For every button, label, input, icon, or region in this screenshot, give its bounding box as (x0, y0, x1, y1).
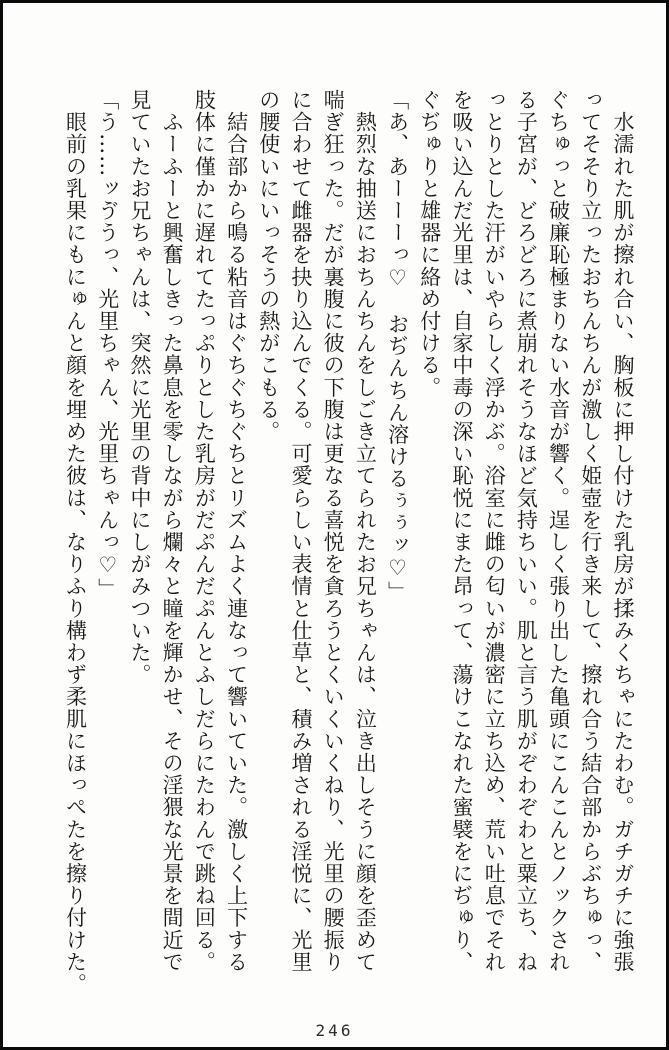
text-line: 水濡れた肌が擦れ合い、胸板に押し付けた乳房が揉みくちゃにたわむ。ガチガチに強張 (611, 89, 635, 973)
text-line: ふーふーと興奮しきった鼻息を零しながら爛々と瞳を輝かせ、その淫猥な光景を間近で (160, 89, 185, 973)
text-line: る子宮が、どろどろに煮崩れそうなほど気持ちいい。肌と言う肌がぞわぞわと粟立ち、ね (514, 89, 539, 973)
text-line: を吸い込んだ光里は、自家中毒の深い恥悦にまた昂って、蕩けこなれた蜜襞をにぢゅり、 (449, 89, 474, 973)
text-line: 「あ、あーーーっ♡ おぢんちん溶けるぅぅッ♡」 (385, 89, 410, 604)
text-line: 眼前の乳果にもにゅんと顔を埋めた彼は、なりふり構わず柔肌にほっぺたを擦り付けた。 (63, 89, 88, 996)
text-line: 熱烈な抽送におちんちんをしごき立てられたお兄ちゃんは、泣き出しそうに顔を歪めて (353, 89, 378, 973)
text-line: 見ていたお兄ちゃんは、突然に光里の背中にしがみついた。 (127, 89, 152, 686)
page-text (59, 89, 639, 996)
text-line: ぐちゅっと破廉恥極まりない水音が響く。逞しく張り出した亀頭にこんこんとノックされ (546, 89, 571, 973)
text-line: 結合部から鳴る粘音はぐちぐちぐちとリズムよく連なって響いていた。激しく上下する (224, 89, 249, 973)
text-line: の腰使いにいっそうの熱がこもる。 (256, 89, 281, 443)
text-line: っとりとした汗がいやらしく浮かぶ。浴室に雌の匂いが濃密に立ち込め、荒い吐息でそれ (482, 89, 507, 973)
text-line: ぐぢゅりと雄器に絡め付ける。 (417, 89, 442, 399)
text-line: 肢体に僅かに遅れてたっぷりとした乳房がだぷんだぷんとふしだらにたわんで跳ね回る。 (192, 89, 217, 973)
text-line: ってそそり立ったおちんちんが激しく姫壺を行き来して、擦れ合う結合部からぶちゅっ、 (578, 89, 603, 973)
page-number: 246 (315, 1021, 354, 1040)
text-line: に合わせて雌器を抉り込んでくる。可愛らしい表情と仕草と、積み増される淫悦に、光里 (288, 89, 313, 973)
text-line: 「う……ッゔうっ、光里ちゃん、光里ちゃんっ♡」 (95, 89, 120, 601)
text-line: 喘ぎ狂った。だが裏腹に彼の下腹は更なる喜悦を貪ろうとくいくいくねり、光里の腰振り (321, 89, 346, 973)
